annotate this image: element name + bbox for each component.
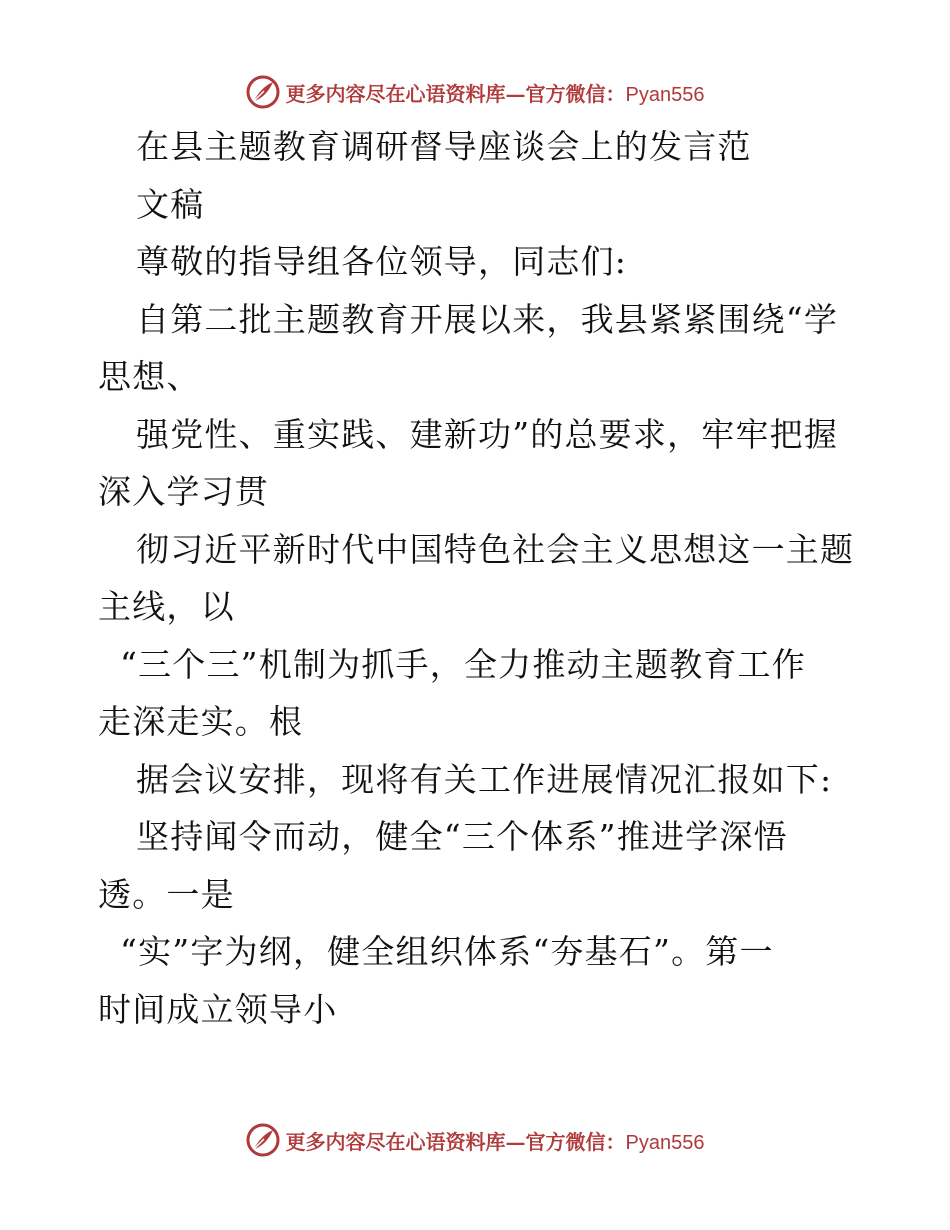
doc-line: 文稿 [136, 184, 205, 224]
watermark-text: 更多内容尽在心语资料库—官方微信：Pyan556 [285, 81, 705, 106]
watermark-text: 更多内容尽在心语资料库—官方微信：Pyan556 [285, 1129, 705, 1154]
doc-line: 时间成立领导小 [98, 989, 338, 1029]
doc-line: 走深走实。根 [98, 702, 304, 741]
footer-watermark [0, 1120, 950, 1160]
watermark-wechat-id: Pyan556 [625, 83, 705, 106]
doc-line: 据会议安排，现将有关工作进展情况汇报如下: [136, 759, 833, 799]
watermark-wechat-id: Pyan556 [625, 1131, 705, 1154]
doc-line: 思想、 [98, 357, 201, 396]
doc-line: 强党性、重实践、建新功”的总要求，牢牢把握 [136, 414, 839, 454]
doc-line: 自第二批主题教育开展以来，我县紧紧围绕“学 [136, 299, 839, 339]
doc-line: 深入学习贯 [98, 472, 269, 511]
document-body [98, 118, 858, 1038]
doc-line: “三个三”机制为抓手，全力推动主题教育工作 [120, 644, 806, 684]
doc-line: “实”字为纲，健全组织体系“夯基石”。第一 [120, 932, 774, 971]
header-watermark [0, 72, 950, 112]
doc-line: 主线，以 [98, 587, 235, 626]
doc-line: 在县主题教育调研督导座谈会上的发言范 [136, 127, 752, 166]
feather-logo-icon [246, 75, 280, 109]
feather-logo-icon [246, 1123, 280, 1157]
doc-line: 透。一是 [98, 874, 235, 914]
doc-line: 尊敬的指导组各位领导，同志们: [136, 242, 628, 281]
doc-line: 坚持闻令而动，健全“三个体系”推进学深悟 [136, 817, 788, 856]
doc-line: 彻习近平新时代中国特色社会主义思想这一主题 [136, 529, 855, 569]
